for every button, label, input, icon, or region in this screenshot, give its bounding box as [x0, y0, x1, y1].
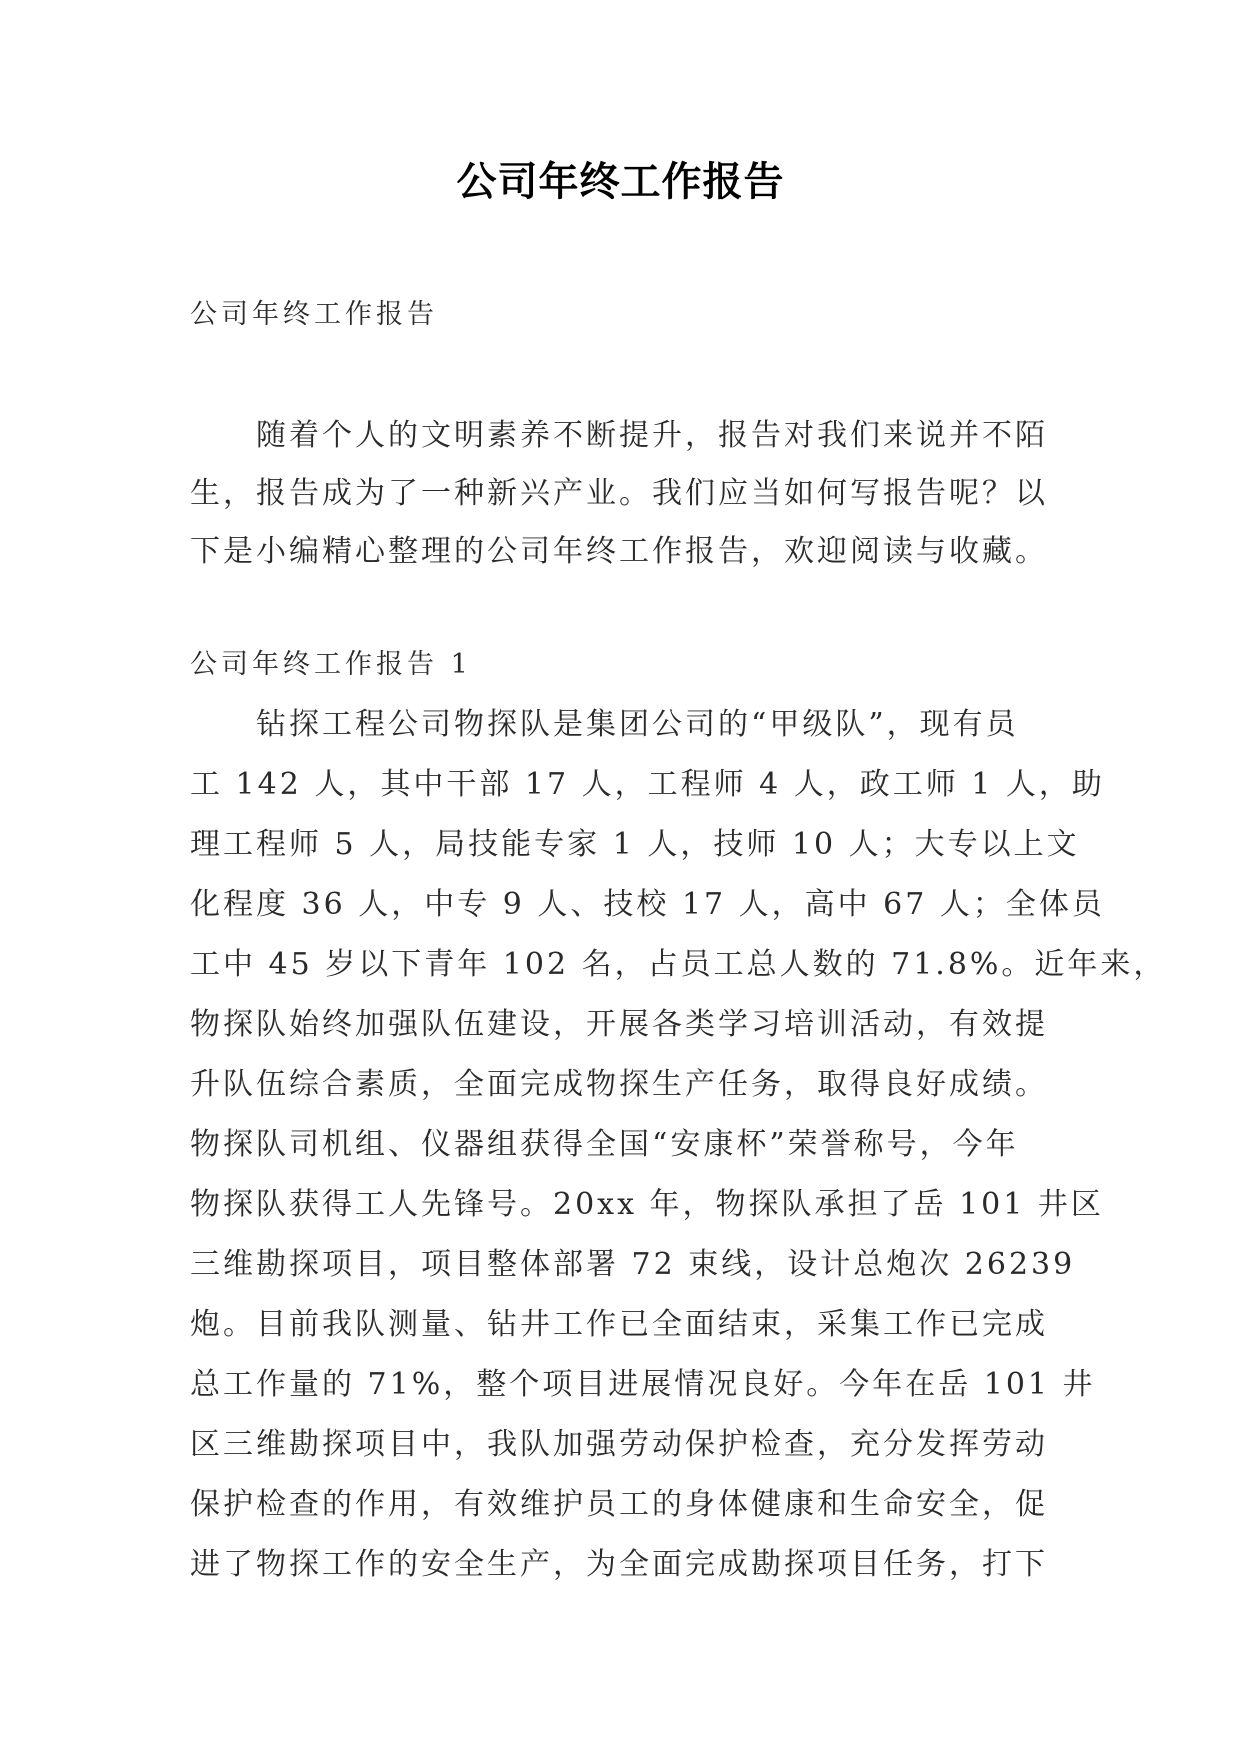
section-line: 进了物探工作的安全生产，为全面完成勘探项目任务，打下 [190, 1547, 1048, 1582]
section-line: 工 142 人，其中干部 17 人，工程师 4 人，政工师 1 人，助 [190, 767, 1105, 802]
document-title: 公司年终工作报告 [456, 159, 785, 205]
section-line: 化程度 36 人，中专 9 人、技校 17 人，高中 67 人；全体员 [190, 887, 1105, 922]
intro-paragraph [190, 407, 1050, 581]
section-line: 三维勘探项目，项目整体部署 72 束线，设计总炮次 26239 [190, 1247, 1076, 1282]
intro-line: 生，报告成为了一种新兴产业。我们应当如何写报告呢？以 [190, 476, 1048, 511]
document-subtitle: 公司年终工作报告 [190, 299, 438, 330]
section-line: 工中 45 岁以下青年 102 名，占员工总人数的 71.8%。近年来， [190, 947, 1167, 982]
section-line: 保护检查的作用，有效维护员工的身体健康和生命安全，促 [190, 1487, 1048, 1522]
intro-line: 随着个人的文明素养不断提升，报告对我们来说并不陌 [190, 418, 1048, 453]
section-line: 理工程师 5 人，局技能专家 1 人，技师 10 人；大专以上文 [190, 827, 1080, 862]
section-heading: 公司年终工作报告 1 [190, 649, 472, 680]
section-line: 炮。目前我队测量、钻井工作已全面结束，采集工作已完成 [190, 1307, 1048, 1342]
section-line: 钻探工程公司物探队是集团公司的“甲级队”，现有员 [190, 707, 1019, 742]
section-paragraph [190, 695, 1167, 1595]
section-line: 升队伍综合素质，全面完成物探生产任务，取得良好成绩。 [190, 1067, 1048, 1102]
section-line: 区三维勘探项目中，我队加强劳动保护检查，充分发挥劳动 [190, 1427, 1048, 1462]
section-line: 物探队司机组、仪器组获得全国“安康杯”荣誉称号，今年 [190, 1127, 1019, 1162]
section-line: 物探队始终加强队伍建设，开展各类学习培训活动，有效提 [190, 1007, 1048, 1042]
section-line: 总工作量的 71%，整个项目进展情况良好。今年在岳 101 井 [190, 1367, 1096, 1402]
section-line: 物探队获得工人先锋号。20xx 年，物探队承担了岳 101 井区 [190, 1187, 1104, 1222]
intro-line: 下是小编精心整理的公司年终工作报告，欢迎阅读与收藏。 [190, 534, 1048, 569]
